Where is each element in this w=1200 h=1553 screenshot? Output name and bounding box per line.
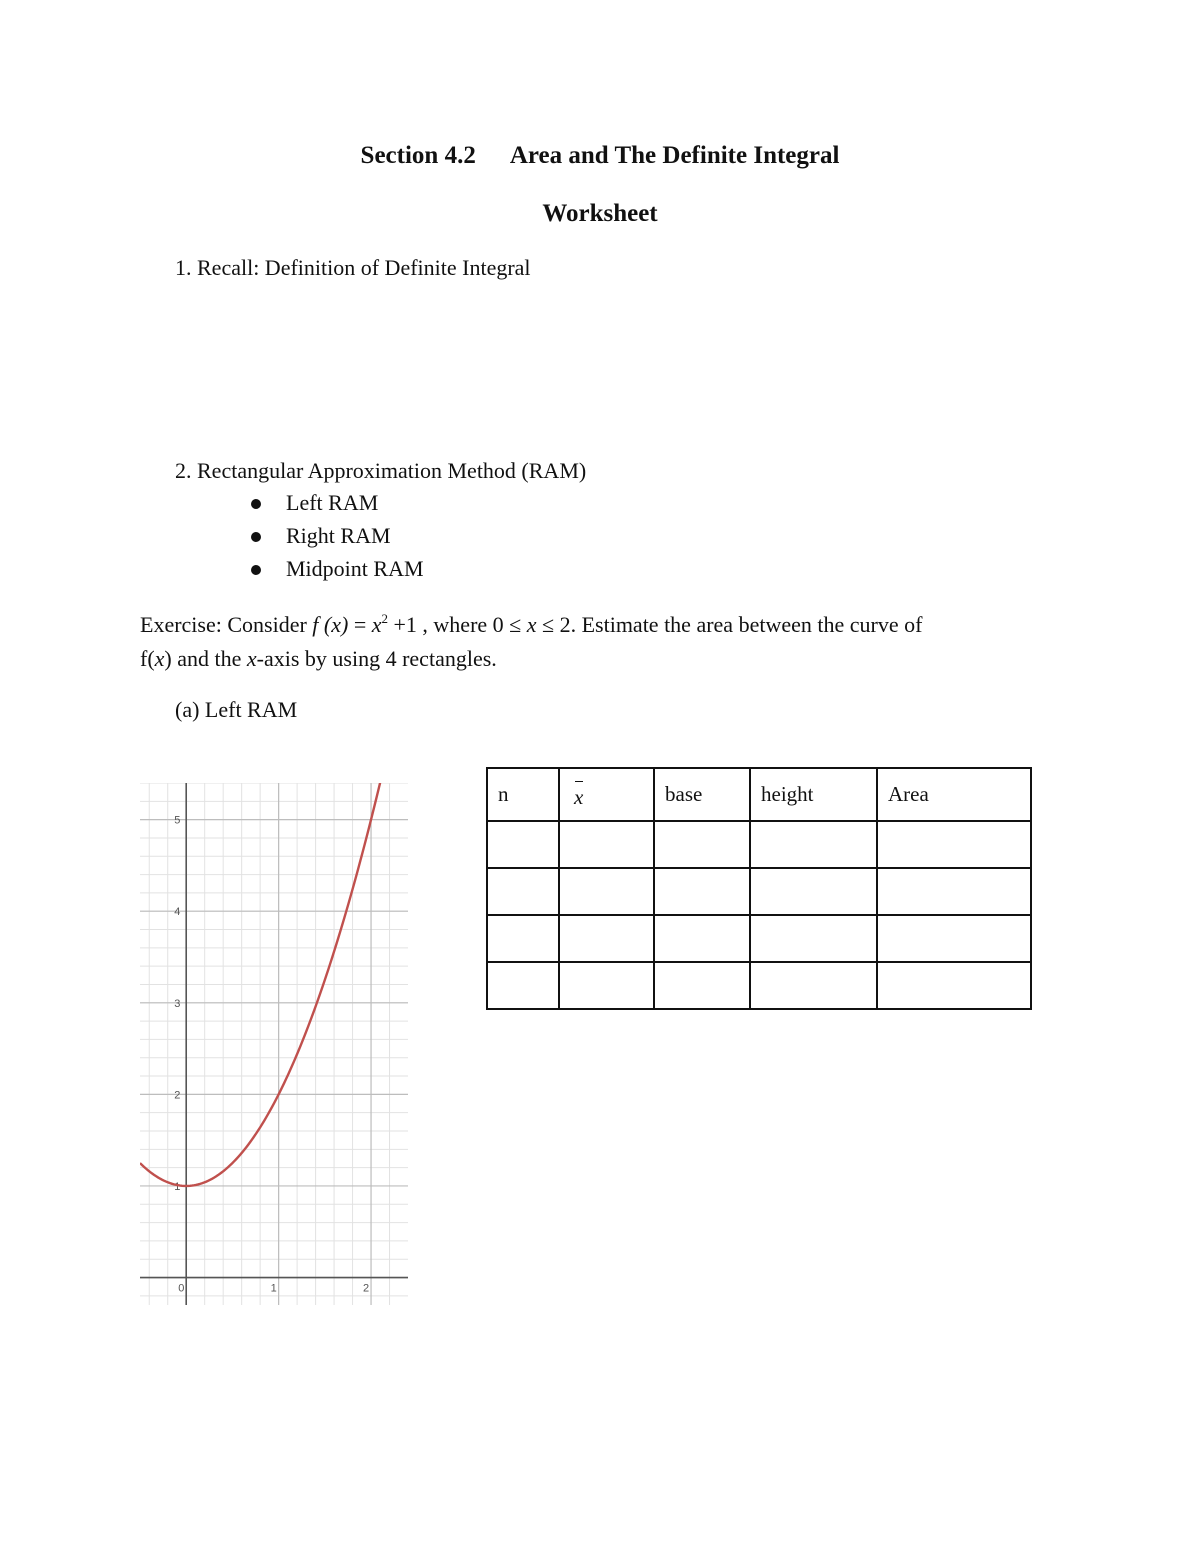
bullet-dot-icon <box>251 532 261 542</box>
bullet-right-ram <box>251 523 551 551</box>
y-tick-label: 5 <box>174 814 181 827</box>
bullet-dot-icon <box>251 565 261 575</box>
cell-base[interactable] <box>654 868 750 915</box>
cell-xbar[interactable] <box>559 962 654 1009</box>
exercise-line-1: Exercise: Consider f $(x) = x^2 +1$ , where 0 ≤ x ≤ 2. Estimate the area between the curve of <box>140 611 923 637</box>
cell-base[interactable] <box>654 962 750 1009</box>
cell-height[interactable] <box>750 962 877 1009</box>
bullet-label: Left RAM <box>286 490 379 515</box>
y-tick-label: 1 <box>174 1180 181 1193</box>
cell-xbar[interactable] <box>559 868 654 915</box>
part-a-label: (a) Left RAM <box>175 697 298 722</box>
table-row <box>487 821 1031 868</box>
cell-area[interactable] <box>877 868 1031 915</box>
x-tick-label: 1 <box>270 1282 277 1295</box>
y-tick-label: 4 <box>174 906 181 919</box>
recall-item: 1. Recall: Definition of Definite Integral <box>175 255 531 280</box>
cell-height[interactable] <box>750 868 877 915</box>
section-title: Area and The Definite Integral <box>509 142 840 169</box>
header-area: Area <box>877 768 1031 821</box>
exercise-line-2: f(x) and the x-axis by using 4 rectangles. <box>140 646 497 671</box>
page-title <box>0 142 1200 170</box>
bullet-midpoint-ram <box>251 556 551 584</box>
x-tick-label: 0 <box>178 1282 185 1295</box>
cell-n[interactable] <box>487 821 559 868</box>
cell-height[interactable] <box>750 915 877 962</box>
section-number: Section 4.2 <box>360 142 476 169</box>
bullet-left-ram <box>251 490 551 518</box>
ram-table <box>486 767 1032 1010</box>
function-graph <box>140 783 408 1305</box>
table-row <box>487 915 1031 962</box>
cell-n[interactable] <box>487 868 559 915</box>
cell-height[interactable] <box>750 821 877 868</box>
cell-xbar[interactable] <box>559 915 654 962</box>
table-row <box>487 868 1031 915</box>
y-tick-label: 3 <box>174 997 181 1010</box>
header-base: base <box>654 768 750 821</box>
x-tick-label: 2 <box>363 1282 370 1295</box>
header-height: height <box>750 768 877 821</box>
header-n: n <box>487 768 559 821</box>
cell-area[interactable] <box>877 915 1031 962</box>
cell-base[interactable] <box>654 915 750 962</box>
table-header-row <box>487 768 1031 821</box>
cell-area[interactable] <box>877 821 1031 868</box>
bullet-dot-icon <box>251 499 261 509</box>
header-xbar: x <box>559 768 654 821</box>
table-row <box>487 962 1031 1009</box>
cell-area[interactable] <box>877 962 1031 1009</box>
y-tick-label: 2 <box>174 1089 181 1102</box>
ram-item: 2. Rectangular Approximation Method (RAM) <box>175 458 587 483</box>
cell-base[interactable] <box>654 821 750 868</box>
worksheet-label: Worksheet <box>542 200 658 227</box>
cell-xbar[interactable] <box>559 821 654 868</box>
bullet-label: Right RAM <box>286 523 391 548</box>
cell-n[interactable] <box>487 915 559 962</box>
bullet-label: Midpoint RAM <box>286 556 424 581</box>
cell-n[interactable] <box>487 962 559 1009</box>
